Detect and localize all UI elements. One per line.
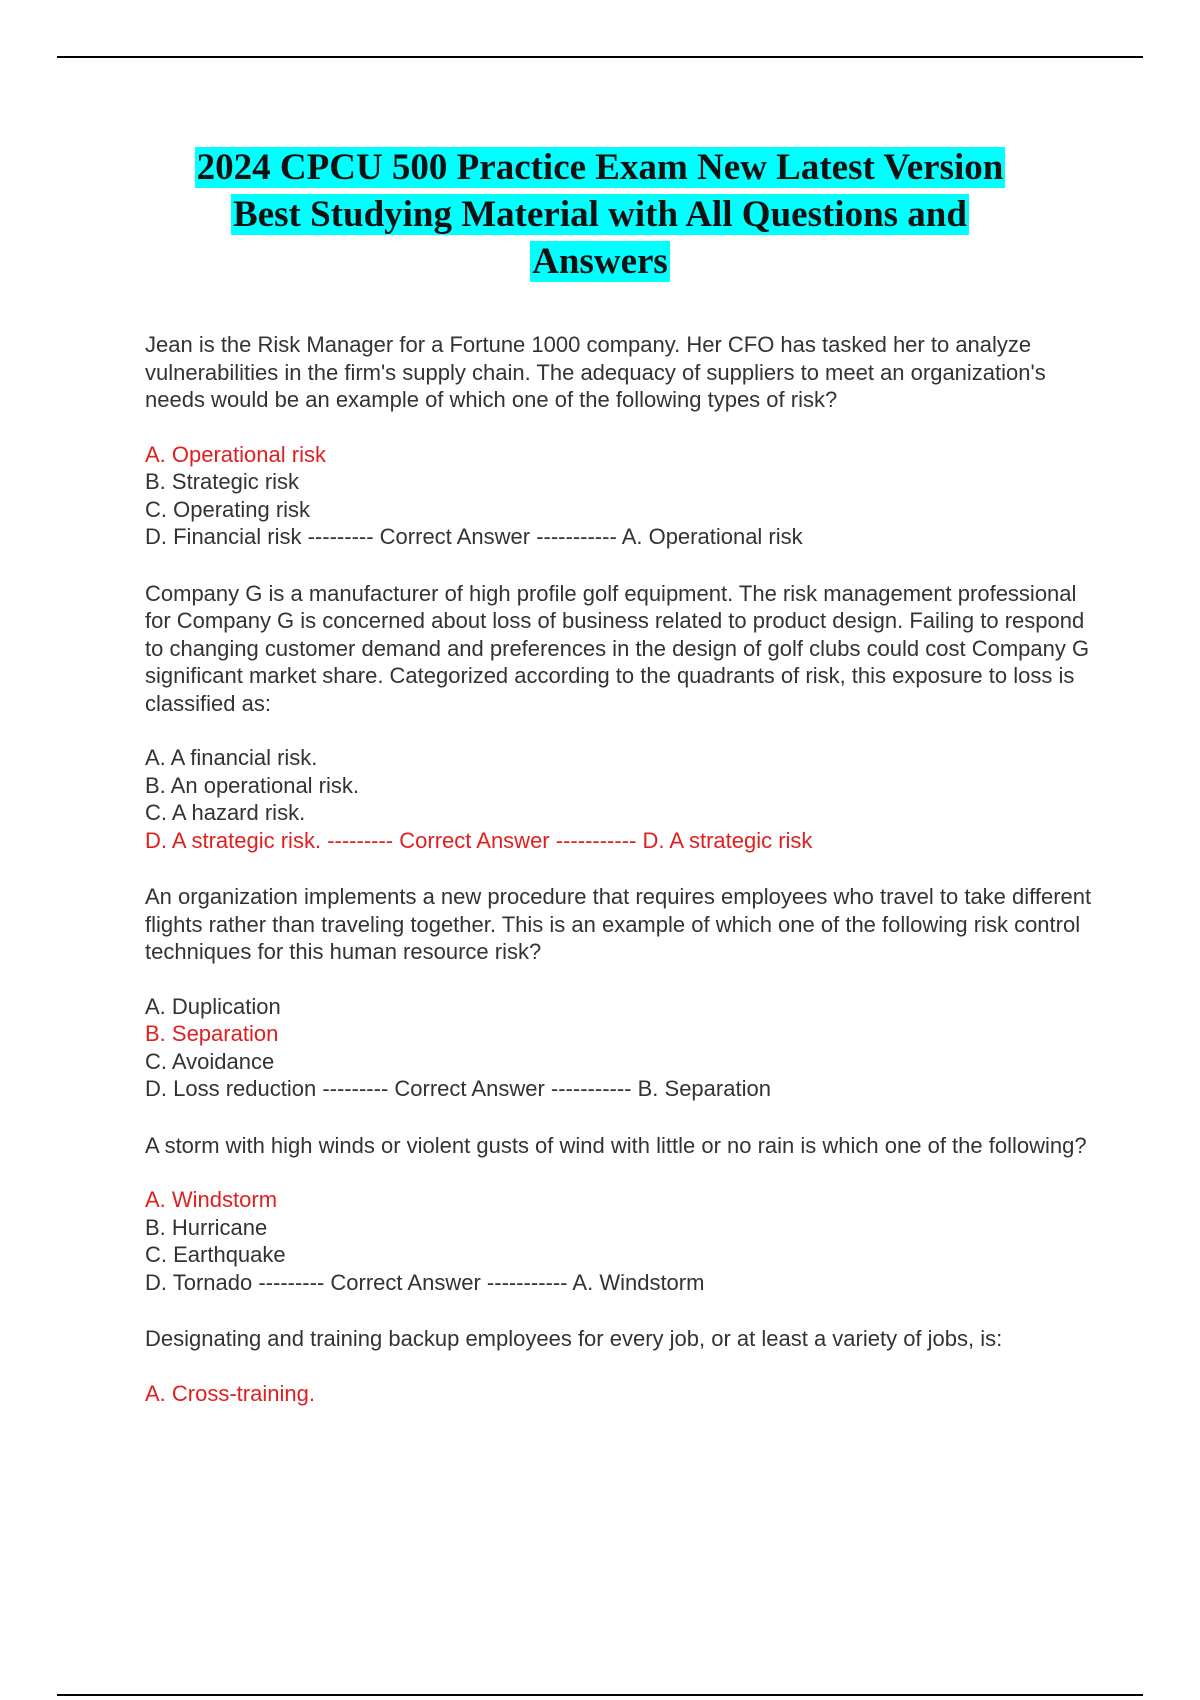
- option-2d: D. A strategic risk.: [145, 827, 322, 853]
- option-2d-with-answer: [145, 827, 1105, 855]
- option-4c: C. Earthquake: [145, 1242, 286, 1267]
- dashes-left: ---------: [307, 524, 374, 549]
- question-5-text: Designating and training backup employees for every job, or at least a variety of jobs, is:: [145, 1326, 1003, 1351]
- document-title: [100, 144, 1100, 285]
- dashes-left: ---------: [322, 1076, 389, 1101]
- question-4-text: A storm with high winds or violent gusts of wind with little or no rain is which one of the following?: [145, 1132, 1087, 1158]
- question-4-options: [145, 1186, 1105, 1296]
- top-rule: [57, 56, 1143, 58]
- title-line-3: Answers: [532, 241, 668, 282]
- question-3-text: An organization implements a new procedure that requires employees who travel to take different flights rather than traveling together. This is an example of which one of the following risk control techniques for this human resource risk?: [145, 884, 1092, 964]
- option-3c: C. Avoidance: [145, 1048, 275, 1074]
- dashes-left: ---------: [258, 1269, 325, 1295]
- option-3b: B. Separation: [145, 1021, 279, 1046]
- bottom-rule: [57, 1694, 1143, 1696]
- option-2c: C. A hazard risk.: [145, 800, 306, 825]
- option-1c: C. Operating risk: [145, 496, 311, 522]
- answer-2: D. A strategic risk: [642, 827, 813, 853]
- question-1-options: [145, 441, 1105, 551]
- option-4d-with-answer: [145, 1269, 1105, 1297]
- question-2-text: Company G is a manufacturer of high profile golf equipment. The risk management professional for Company G is concerned about loss of business related to product design. Failing to respond to changing customer demand and preferences in the design of golf clubs could cost Company G significant market share. Categorized according to the quadrants of risk, this exposure to loss is classified as:: [145, 580, 1090, 716]
- correct-answer-label: Correct Answer: [399, 827, 550, 853]
- correct-answer-label: Correct Answer: [394, 1076, 545, 1101]
- option-3d-with-answer: [145, 1075, 1105, 1103]
- title-line-2: Best Studying Material with All Questions and: [233, 194, 967, 235]
- answer-1: A. Operational risk: [621, 524, 803, 549]
- option-4a: A. Windstorm: [145, 1187, 278, 1212]
- dashes-right: -----------: [555, 827, 637, 853]
- option-3d: D. Loss reduction: [145, 1076, 317, 1101]
- option-1d-with-answer: [145, 523, 1105, 551]
- question-5-options: [145, 1380, 1105, 1408]
- answer-3: B. Separation: [637, 1076, 771, 1101]
- option-4d: D. Tornado: [145, 1269, 253, 1295]
- option-4b: B. Hurricane: [145, 1214, 268, 1240]
- dashes-right: -----------: [536, 524, 617, 549]
- option-3a: A. Duplication: [145, 993, 281, 1019]
- question-1-text: Jean is the Risk Manager for a Fortune 1000 company. Her CFO has tasked her to analyze vulnerabilities in the firm's supply chain. The adequacy of suppliers to meet an organization's needs would be an example of which one of the following types of risk?: [145, 332, 1046, 412]
- option-1a: A. Operational risk: [145, 441, 326, 467]
- question-2-options: [145, 744, 1105, 854]
- question-list: [145, 331, 1105, 1436]
- dashes-left: ---------: [327, 827, 394, 853]
- option-2a: A. A financial risk.: [145, 745, 318, 770]
- dashes-right: -----------: [550, 1076, 632, 1101]
- correct-answer-label: Correct Answer: [330, 1269, 481, 1295]
- answer-4: A. Windstorm: [572, 1269, 705, 1295]
- dashes-right: -----------: [486, 1269, 568, 1295]
- option-5a: A. Cross-training.: [145, 1380, 315, 1406]
- question-3-options: [145, 993, 1105, 1103]
- correct-answer-label: Correct Answer: [379, 524, 531, 549]
- option-1d: D. Financial risk: [145, 524, 302, 549]
- title-line-1: 2024 CPCU 500 Practice Exam New Latest Version: [196, 147, 1004, 188]
- option-2b: B. An operational risk.: [145, 772, 360, 798]
- option-1b: B. Strategic risk: [145, 469, 300, 494]
